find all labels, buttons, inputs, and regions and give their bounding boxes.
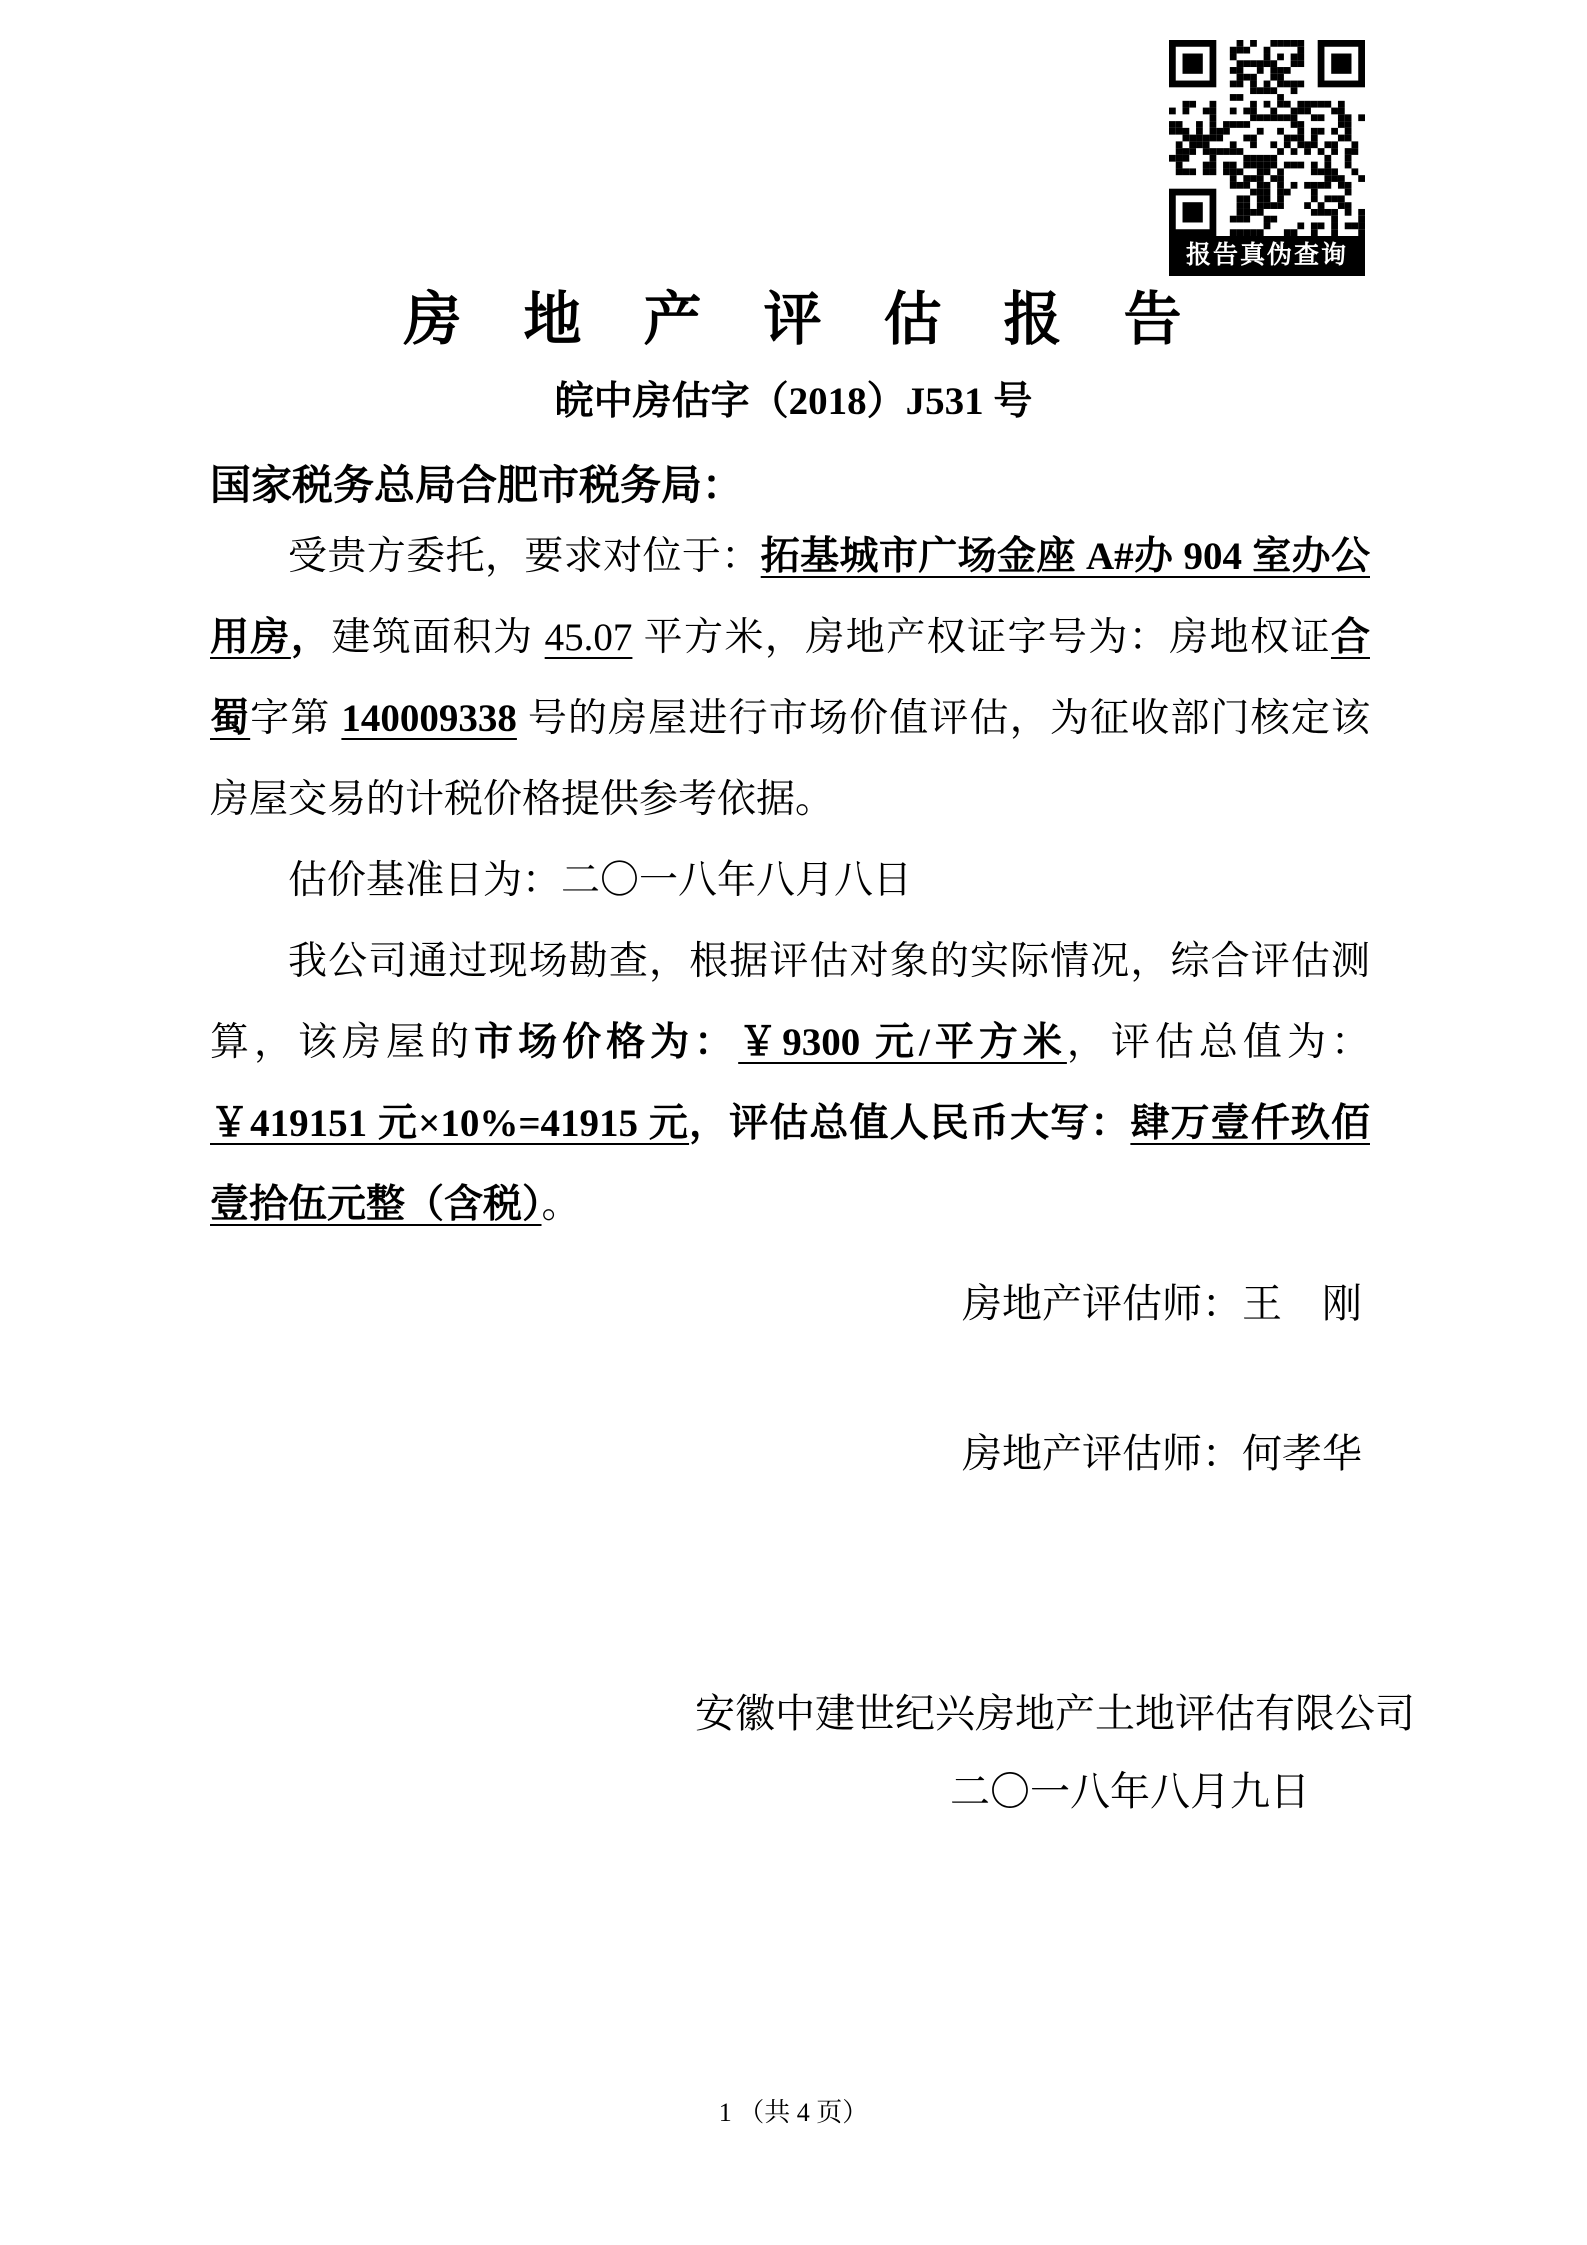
doc-number: 皖中房估字（2018）J531 号: [554, 380, 1033, 423]
qr-block: [1169, 40, 1365, 276]
appraiser-signature-1: 房地产评估师：王 刚: [962, 1281, 1362, 1326]
qr-caption: 报告真伪查询: [1169, 236, 1365, 276]
report-title: 房 地 产 评 估 报 告: [403, 287, 1184, 352]
qr-code: [1169, 40, 1365, 236]
report-date: 二〇一八年八月九日: [950, 1769, 1310, 1814]
paragraph-valuation-result: 我公司通过现场勘查，根据评估对象的实际情况，综合评估测算，该房屋的市场价格为：￥9300 元/平方米，评估总值为：￥419151 元×10%=41915 元，评估总值人民币大写：肆万壹仟玖佰壹拾伍元整（含税）。: [210, 940, 1370, 1226]
page-footer: 1 （共 4 页）: [718, 2098, 869, 2127]
addressee: 国家税务总局合肥市税务局：: [210, 462, 743, 508]
report-body: [210, 516, 1370, 1245]
appraiser-signature-2: 房地产评估师：何孝华: [962, 1431, 1362, 1476]
company-name: 安徽中建世纪兴房地产土地评估有限公司: [695, 1691, 1415, 1736]
paragraph-valuation-date: 估价基准日为：二〇一八年八月八日: [288, 859, 913, 902]
paragraph-entrust: 受贵方委托，要求对位于：拓基城市广场金座 A#办 904 室办公用房，建筑面积为 45.07 平方米，房地产权证字号为：房地权证合蜀字第 140009338 号的房屋进行市场价值评估，为征收部门核定该房屋交易的计税价格提供参考依据。: [210, 535, 1370, 821]
